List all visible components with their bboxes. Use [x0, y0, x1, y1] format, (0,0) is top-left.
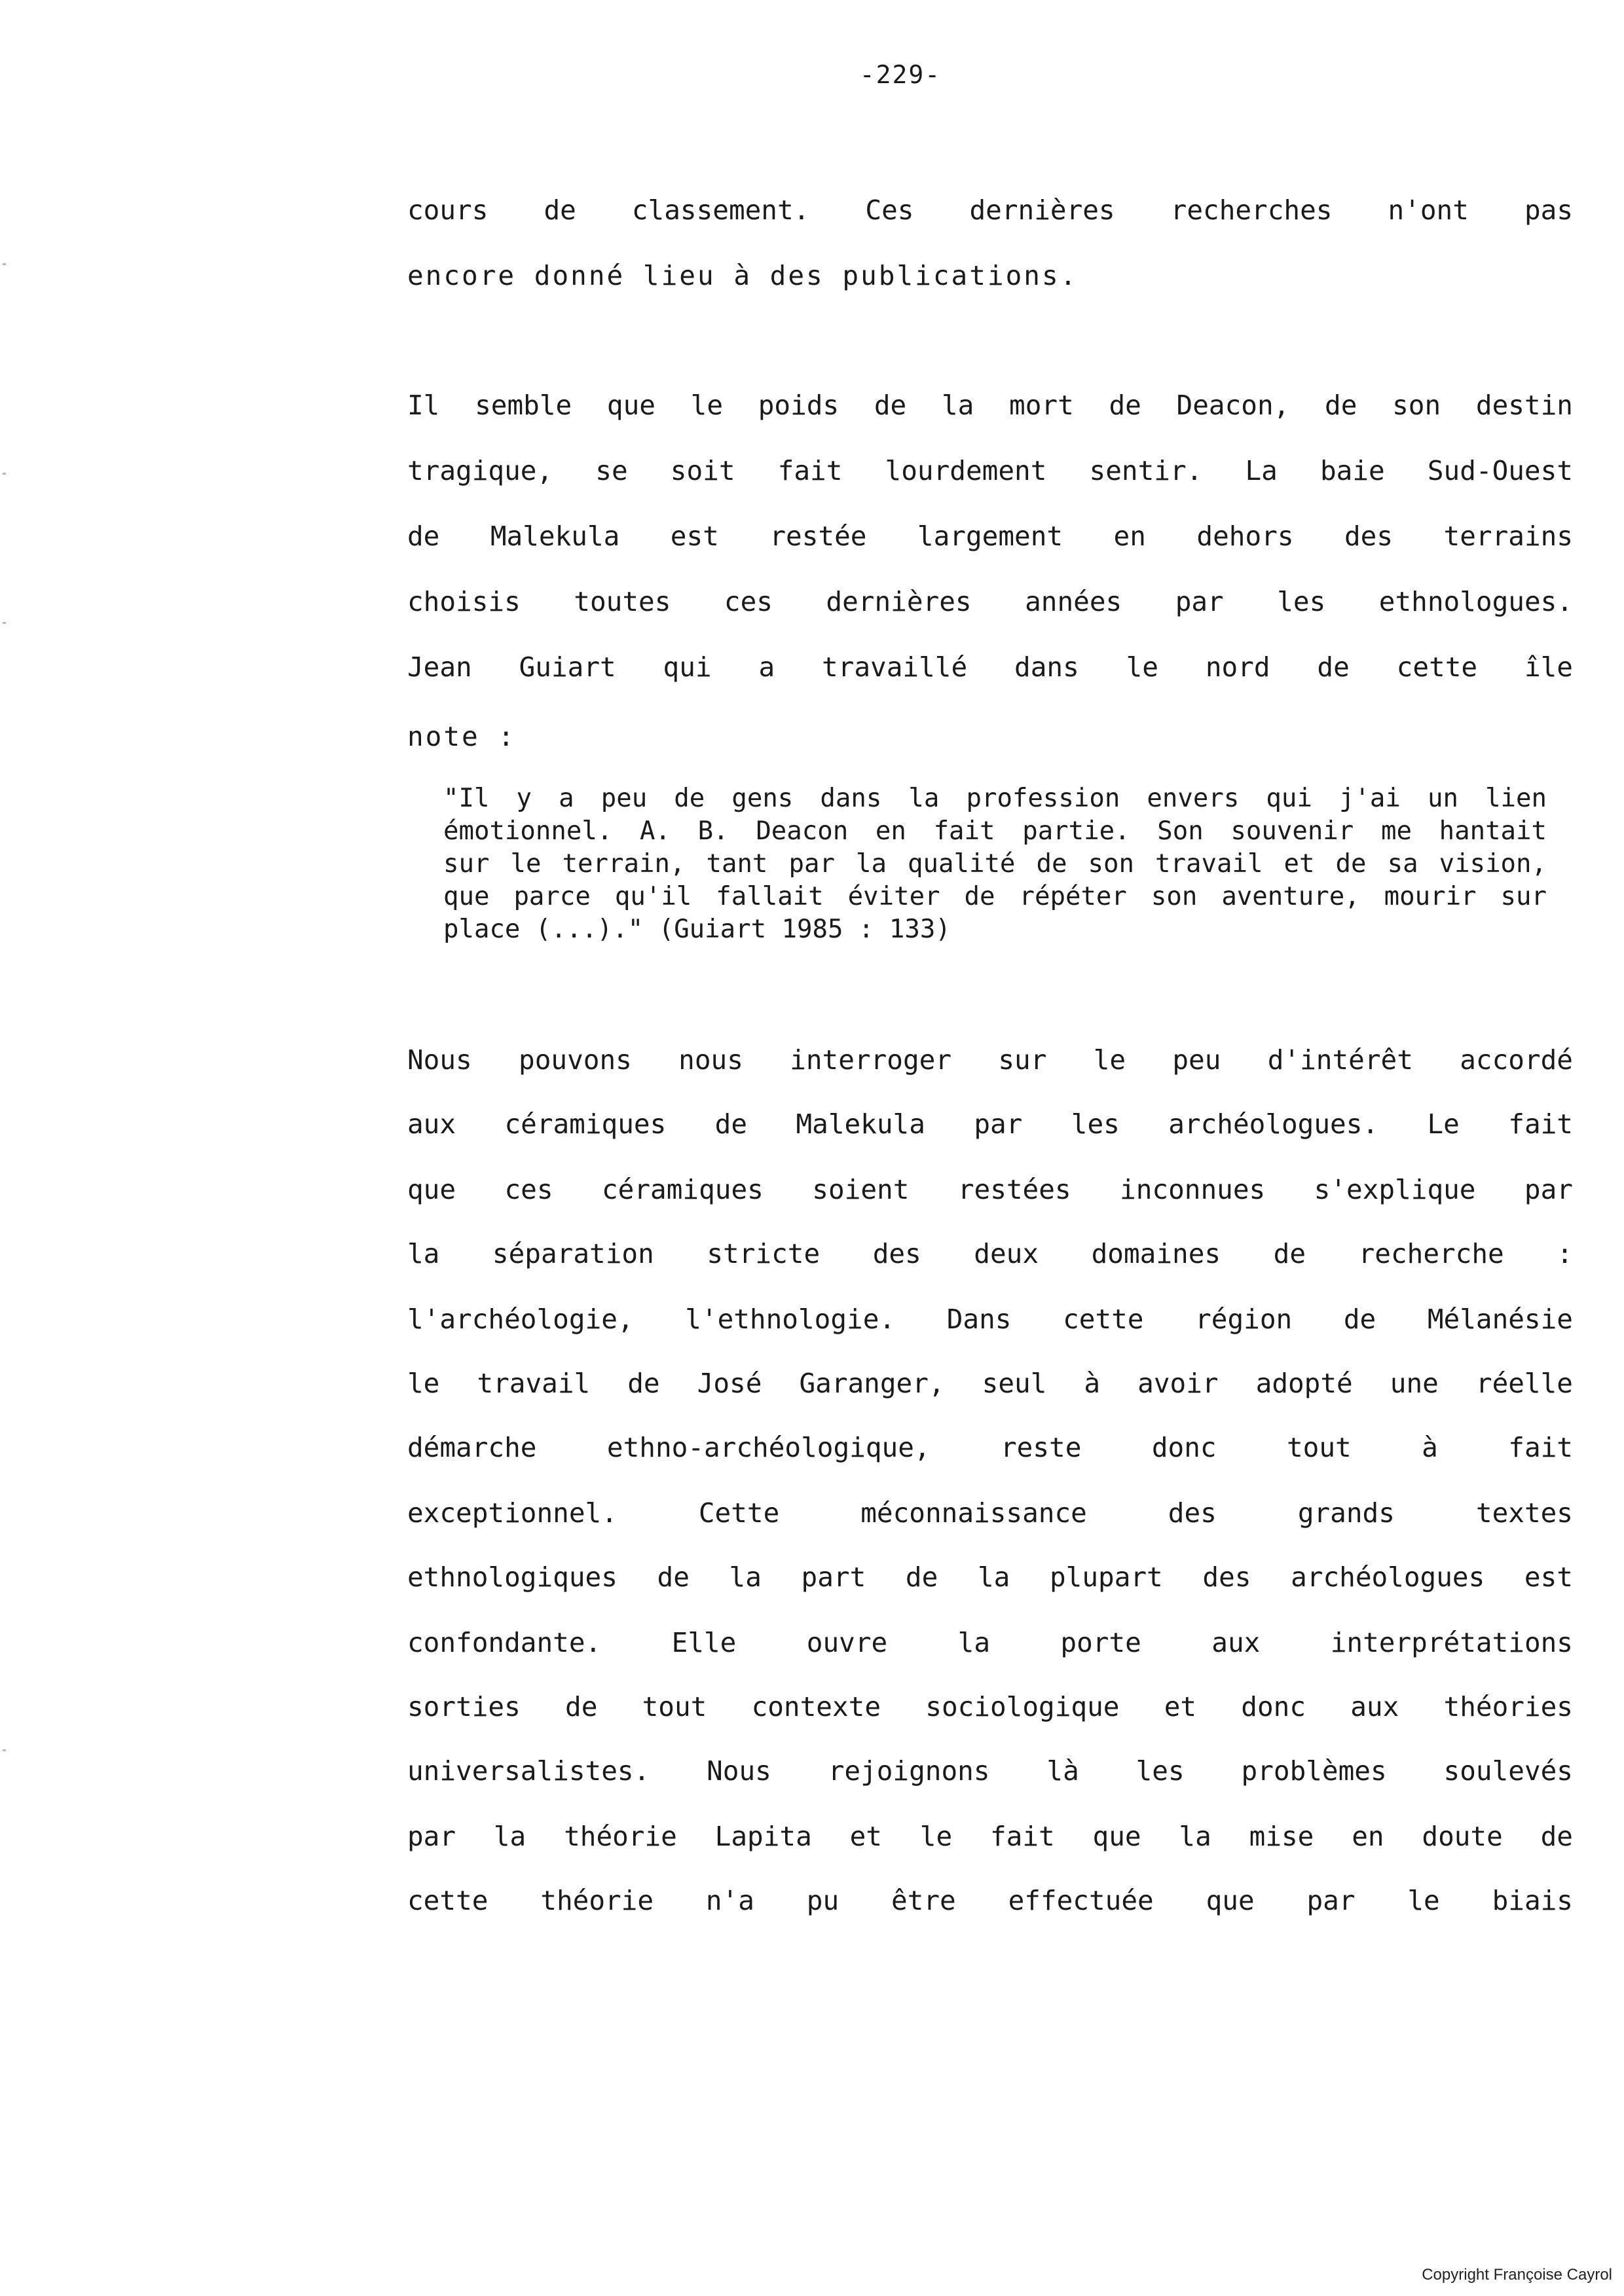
quote-line: place (...)." (Guiart 1985 : 133) — [443, 915, 951, 944]
text-line: Jean Guiart qui a travaillé dans le nord de cette île — [407, 651, 1573, 683]
page-number: -229- — [859, 60, 942, 89]
text-line: tragique, se soit fait lourdement sentir. La baie Sud-Ouest — [407, 455, 1573, 486]
text-line: que ces céramiques soient restées inconnues s'explique par — [407, 1174, 1573, 1205]
text-line: encore donné lieu à des publications. — [407, 260, 1079, 291]
text-line: aux céramiques de Malekula par les archéologues. Le fait — [407, 1108, 1573, 1140]
scan-speck — [3, 473, 6, 475]
text-line: l'archéologie, l'ethnologie. Dans cette région de Mélanésie — [407, 1303, 1573, 1335]
text-line: exceptionnel. Cette méconnaissance des grands textes — [407, 1497, 1573, 1529]
text-line: Il semble que le poids de la mort de Deacon, de son destin — [407, 390, 1573, 421]
scan-speck — [3, 1749, 6, 1751]
text-line: Nous pouvons nous interroger sur le peu d'intérêt accordé — [407, 1044, 1573, 1076]
text-line: universalistes. Nous rejoignons là les problèmes soulevés — [407, 1755, 1573, 1787]
scan-speck — [3, 622, 6, 624]
text-line: le travail de José Garanger, seul à avoir adopté une réelle — [407, 1368, 1573, 1399]
text-line: par la théorie Lapita et le fait que la mise en doute de — [407, 1821, 1573, 1852]
text-line: cours de classement. Ces dernières recherches n'ont pas — [407, 194, 1573, 226]
quote-line: que parce qu'il fallait éviter de répéter son aventure, mourir sur — [443, 882, 1547, 911]
scan-speck — [3, 263, 6, 265]
text-line: démarche ethno-archéologique, reste donc tout à fait — [407, 1432, 1573, 1463]
text-line: note : — [407, 721, 517, 752]
text-line: ethnologiques de la part de la plupart des archéologues est — [407, 1561, 1573, 1593]
text-line: cette théorie n'a pu être effectuée que par le biais — [407, 1885, 1573, 1916]
quote-line: émotionnel. A. B. Deacon en fait partie. Son souvenir me hantait — [443, 816, 1547, 846]
text-line: sorties de tout contexte sociologique et donc aux théories — [407, 1691, 1573, 1722]
quote-line: "Il y a peu de gens dans la profession envers qui j'ai un lien — [443, 784, 1547, 813]
text-line: de Malekula est restée largement en dehors des terrains — [407, 520, 1573, 552]
text-line: confondante. Elle ouvre la porte aux interprétations — [407, 1627, 1573, 1658]
copyright-notice: Copyright Françoise Cayrol — [1422, 2266, 1612, 2284]
text-line: choisis toutes ces dernières années par les ethnologues. — [407, 586, 1573, 617]
text-line: la séparation stricte des deux domaines de recherche : — [407, 1238, 1573, 1269]
quote-line: sur le terrain, tant par la qualité de son travail et de sa vision, — [443, 849, 1547, 879]
